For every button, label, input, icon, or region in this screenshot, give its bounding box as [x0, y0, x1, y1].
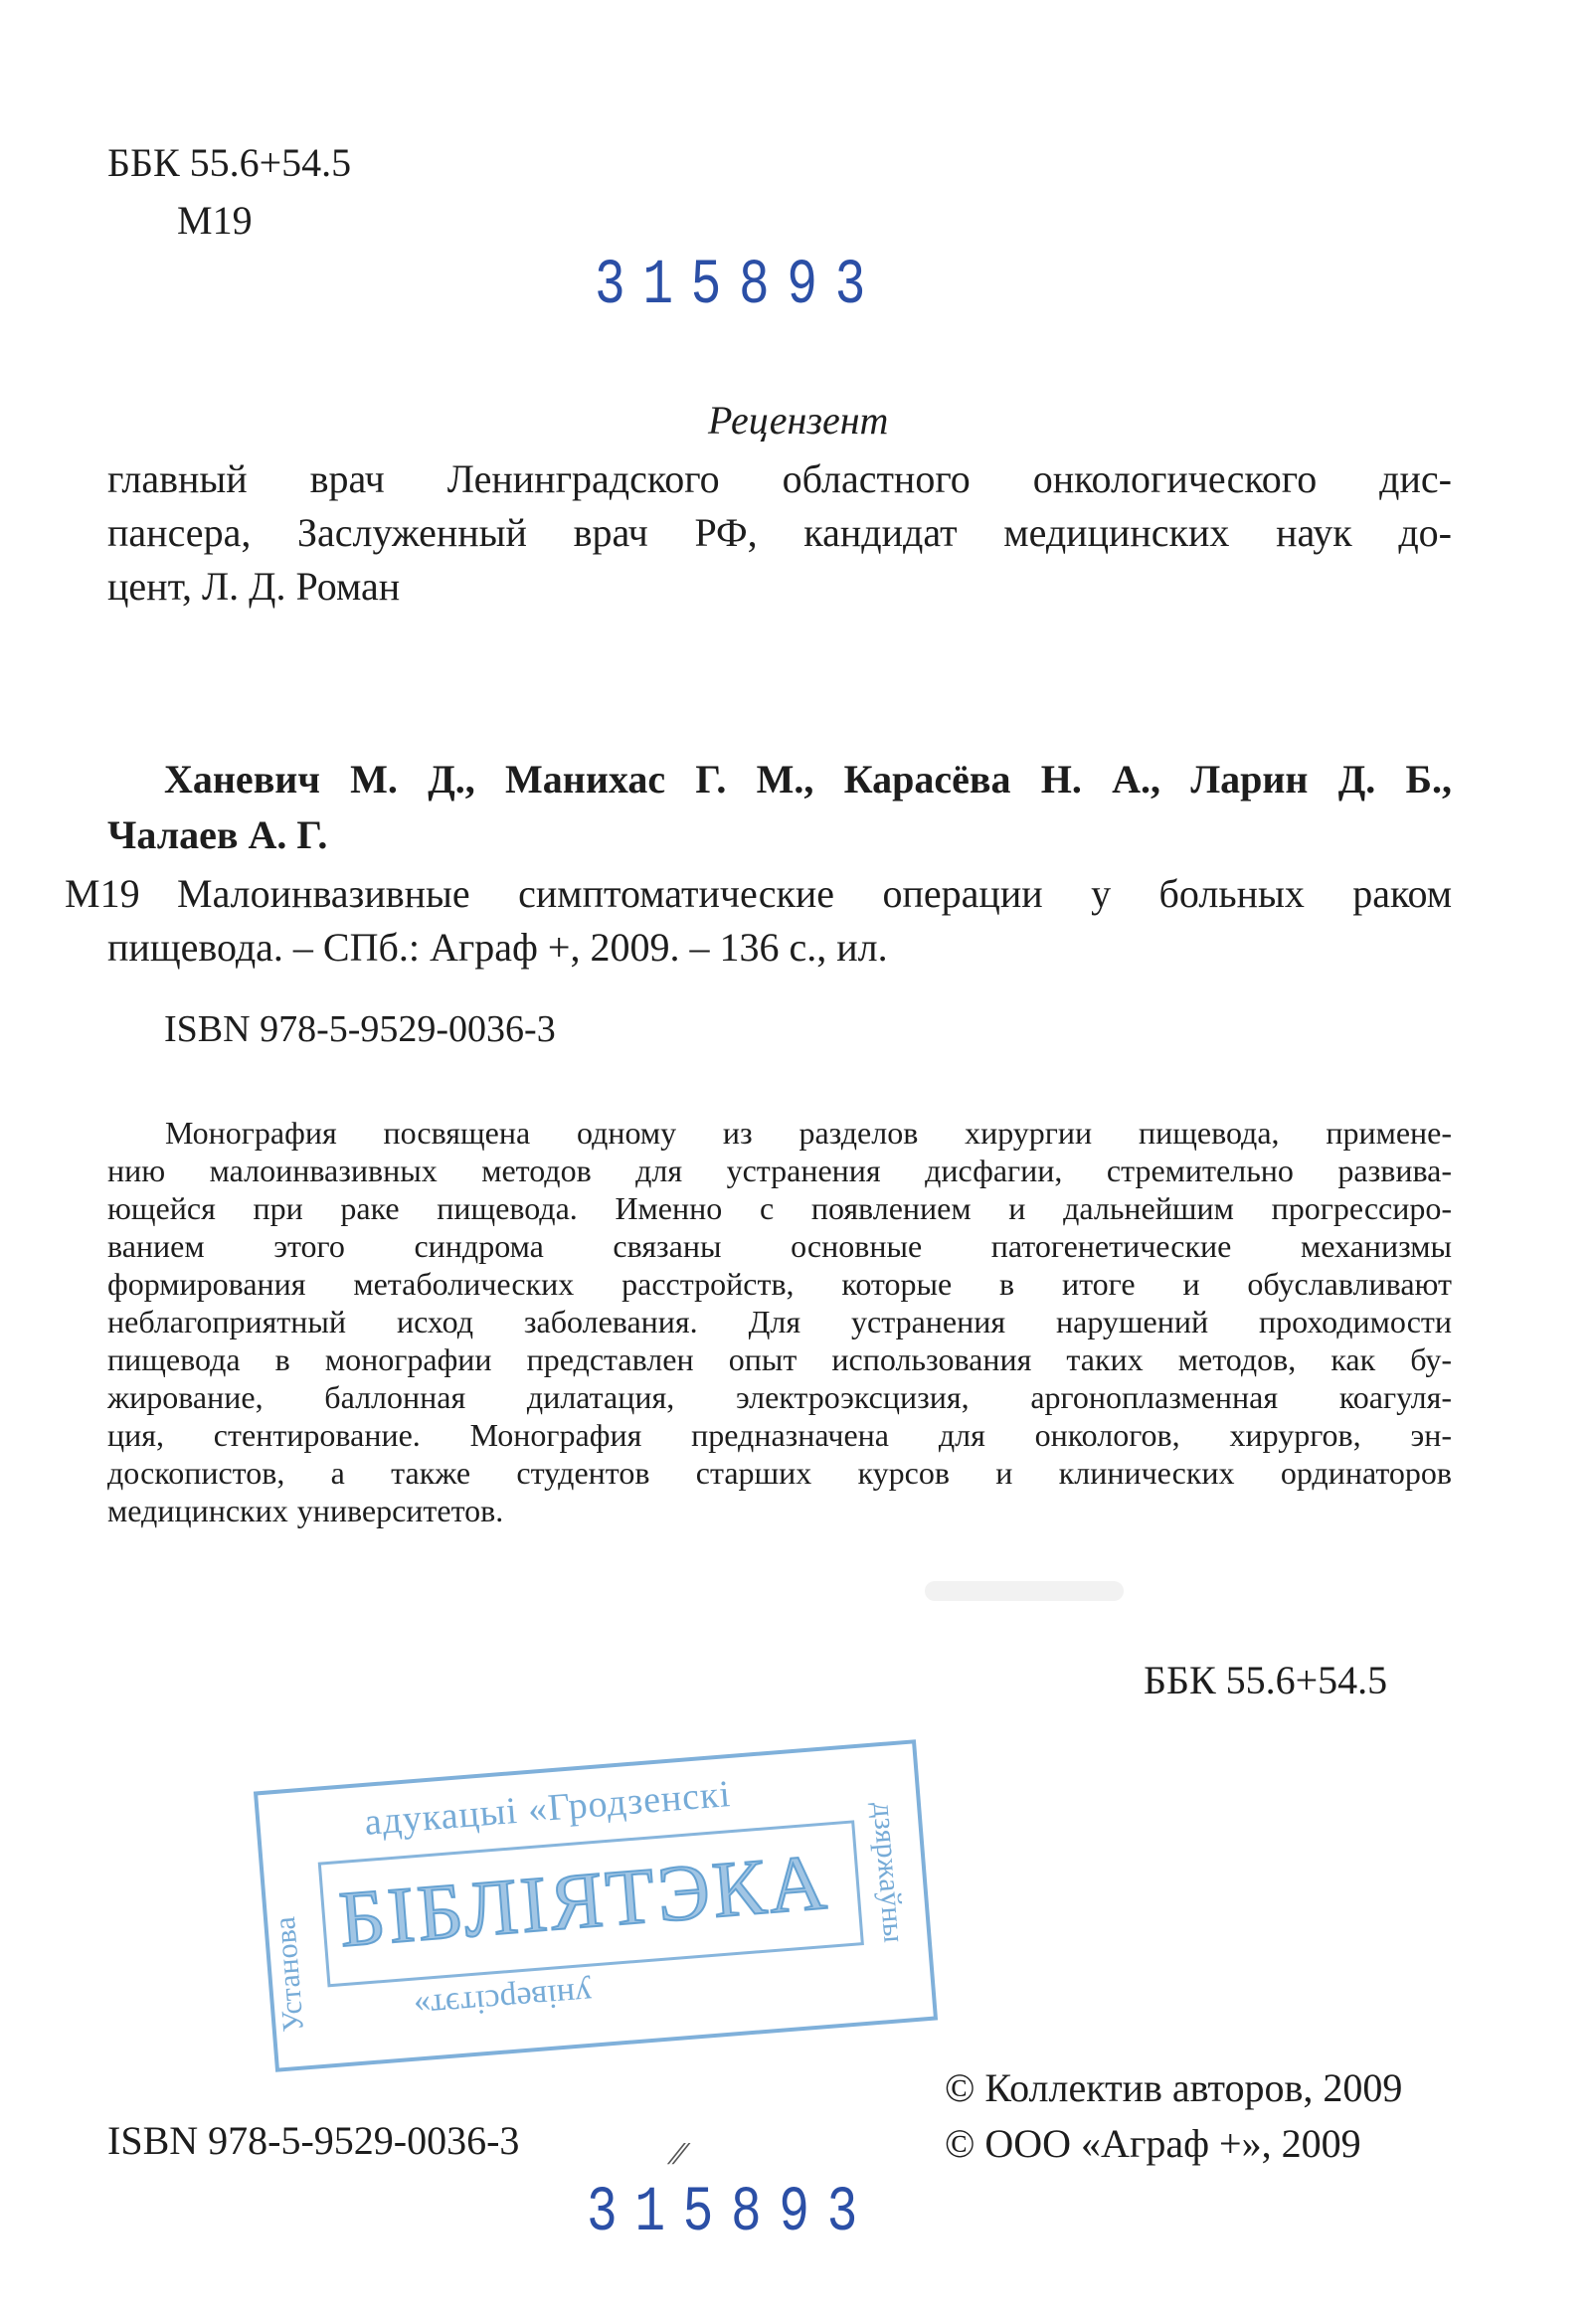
inventory-number-bottom: 315893	[587, 2178, 875, 2249]
library-stamp-bottom-text: універсітэт»	[412, 1974, 594, 2026]
library-stamp	[254, 1739, 938, 2072]
annotation-line: неблагоприятный исход заболевания. Для устранения нарушений проходимости	[107, 1304, 1452, 1339]
annotation-line: ющейся при раке пищевода. Именно с появлением и дальнейшим прогрессиро-	[107, 1190, 1452, 1226]
library-stamp-right-text: дзяржаўны	[866, 1800, 911, 1944]
bbk-code-top: ББК 55.6+54.5	[107, 140, 352, 185]
reviewer-line: главный врач Ленинградского областного онкологического дис-	[107, 456, 1452, 501]
book-imprint-line: пищевода. – СПб.: Аграф +, 2009. – 136 с., ил.	[107, 925, 888, 970]
annotation-line: доскопистов, а также студентов старших курсов и клинических ординаторов	[107, 1455, 1452, 1491]
handwritten-mark: ⁄⁄	[674, 2138, 684, 2171]
book-title-block	[177, 867, 1452, 921]
library-stamp-top-text: адукацыі «Гродзенскі	[363, 1773, 733, 1844]
annotation-line: нию малоинвазивных методов для устранения дисфагии, стремительно развива-	[107, 1153, 1452, 1188]
isbn-bottom: ISBN 978-5-9529-0036-3	[107, 2118, 520, 2163]
copyright-line: © ООО «Аграф +», 2009	[945, 2121, 1361, 2166]
authors-line: Ханевич М. Д., Манихас Г. М., Карасёва Н. А., Ларин Д. Б.,	[164, 757, 1452, 802]
book-title-line: Малоинвазивные симптоматические операции у больных раком	[177, 871, 1452, 916]
reviewer-heading: Рецензент	[708, 398, 889, 443]
copyright-line: © Коллектив авторов, 2009	[945, 2065, 1403, 2110]
isbn-top: ISBN 978-5-9529-0036-3	[164, 1008, 556, 1050]
annotation-line: ванием этого синдрома связаны основные патогенетические механизмы	[107, 1228, 1452, 1264]
udk-code-top: М19	[177, 198, 253, 243]
annotation-line: формирования метаболических расстройств, которые в итоге и обуславливают	[107, 1266, 1452, 1302]
annotation-line: Монография посвящена одному из разделов хирургии пищевода, примене-	[165, 1115, 1452, 1151]
annotation	[107, 1114, 1452, 1529]
annotation-line: ция, стентирование. Монография предназначена для онкологов, хирургов, эн-	[107, 1417, 1452, 1453]
book-code: М19	[65, 871, 140, 916]
library-stamp-word: БІБЛІЯТЭКА	[335, 1838, 832, 1965]
copyright-block	[945, 2060, 1402, 2172]
annotation-line: пищевода в монографии представлен опыт использования таких методов, как бу-	[107, 1341, 1452, 1377]
annotation-line: медицинских университетов.	[107, 1493, 504, 1528]
authors-block	[164, 754, 1452, 805]
reviewer-line: пансера, Заслуженный врач РФ, кандидат медицинских наук до-	[107, 510, 1452, 555]
inventory-number-top: 315893	[595, 251, 883, 322]
library-stamp-inner-frame	[318, 1820, 864, 1987]
library-stamp-left-text: Установа	[267, 1915, 310, 2034]
authors-line: Чалаев А. Г.	[107, 812, 328, 857]
ink-smudge	[925, 1581, 1124, 1601]
reviewer-block	[107, 452, 1452, 614]
bbk-code-bottom: ББК 55.6+54.5	[1144, 1658, 1388, 1702]
reviewer-line: цент, Л. Д. Роман	[107, 564, 401, 609]
annotation-line: жирование, баллонная дилатация, электроэксцизия, аргоноплазменная коагуля-	[107, 1379, 1452, 1415]
